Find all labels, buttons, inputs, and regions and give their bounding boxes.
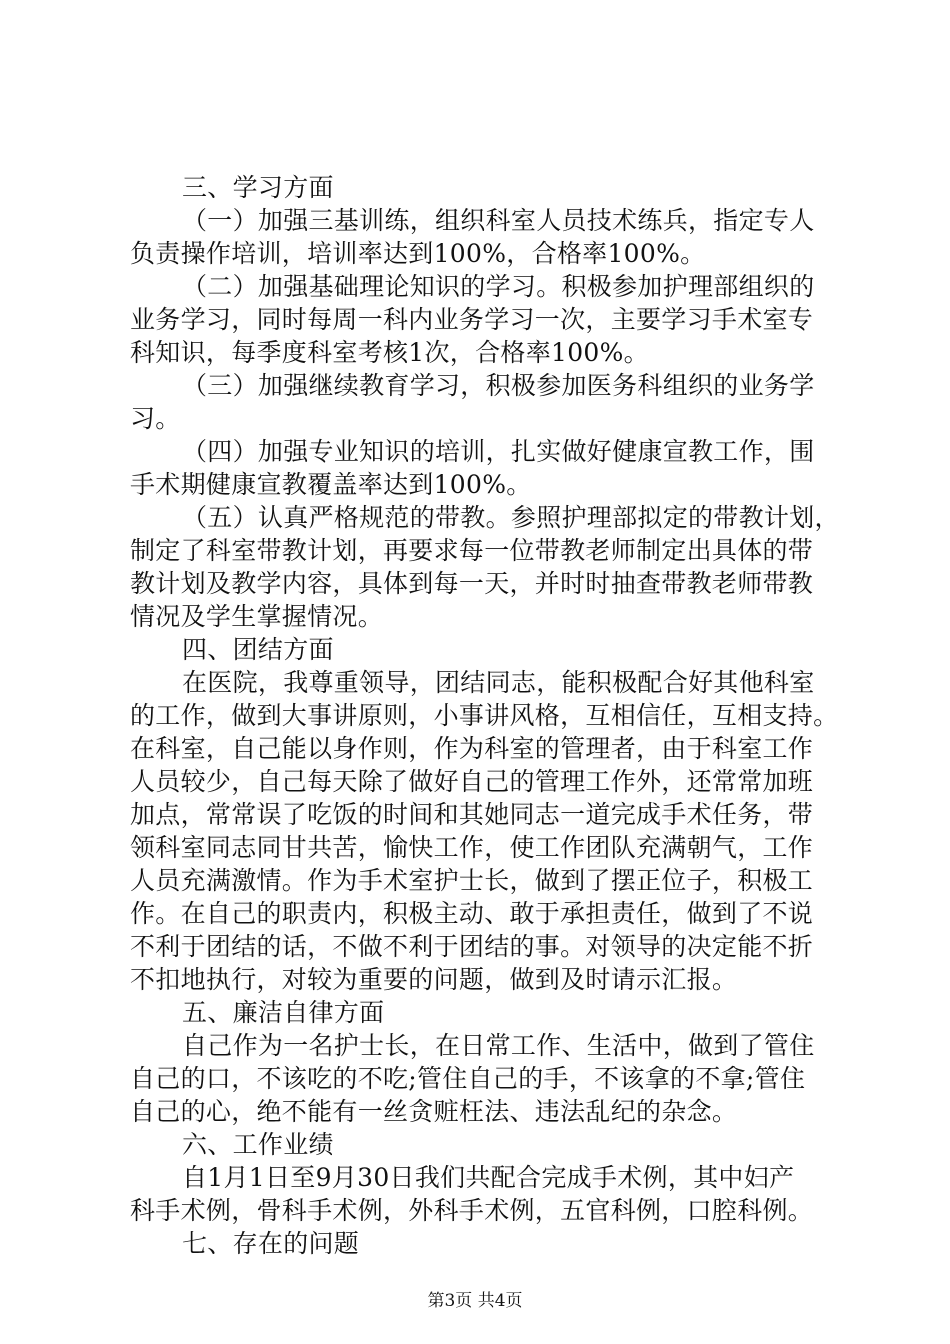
- paragraph-line: 情况及学生掌握情况。: [130, 602, 384, 631]
- paragraph-line: 科知识，每季度科室考核1次，合格率100%。: [130, 338, 649, 367]
- paragraph-line: 负责操作培训，培训率达到100%，合格率100%。: [130, 239, 706, 268]
- paragraph-line: 教计划及教学内容，具体到每一天，并时时抽查带教老师带教: [130, 569, 814, 598]
- paragraph-line: 习。: [130, 404, 181, 433]
- paragraph-line: 在医院，我尊重领导，团结同志，能积极配合好其他科室: [182, 668, 815, 697]
- paragraph-line: 制定了科室带教计划，再要求每一位带教老师制定出具体的带: [130, 536, 814, 565]
- section-heading: 三、学习方面: [182, 173, 334, 202]
- paragraph-line: 的工作，做到大事讲原则，小事讲风格，互相信任，互相支持。: [130, 701, 839, 730]
- section-heading: 六、工作业绩: [182, 1130, 334, 1159]
- paragraph-line: 自1月1日至9月30日我们共配合完成手术例，其中妇产: [182, 1163, 795, 1192]
- paragraph-line: 领科室同志同甘共苦，愉快工作，使工作团队充满朝气，工作: [130, 833, 814, 862]
- paragraph-line: 自己作为一名护士长，在日常工作、生活中，做到了管住: [182, 1031, 815, 1060]
- section-heading: 五、廉洁自律方面: [182, 998, 385, 1027]
- paragraph-line: 作。在自己的职责内，积极主动、敢于承担责任，做到了不说: [130, 899, 814, 928]
- paragraph-line: （五）认真严格规范的带教。参照护理部拟定的带教计划，: [182, 503, 840, 532]
- paragraph-line: 科手术例，骨科手术例，外科手术例，五官科例，口腔科例。: [130, 1196, 814, 1225]
- paragraph-line: 不利于团结的话，不做不利于团结的事。对领导的决定能不折: [130, 932, 814, 961]
- paragraph-line: 自己的心，绝不能有一丝贪赃枉法、违法乱纪的杂念。: [130, 1097, 738, 1126]
- paragraph-line: 人员较少，自己每天除了做好自己的管理工作外，还常常加班: [130, 767, 814, 796]
- paragraph-line: （二）加强基础理论知识的学习。积极参加护理部组织的: [182, 272, 815, 301]
- section-heading: 七、存在的问题: [182, 1229, 360, 1258]
- paragraph-line: （一）加强三基训练，组织科室人员技术练兵，指定专人: [182, 206, 815, 235]
- page-number-footer: 第3页 共4页: [427, 1291, 523, 1311]
- paragraph-line: （三）加强继续教育学习，积极参加医务科组织的业务学: [182, 371, 815, 400]
- paragraph-line: 业务学习，同时每周一科内业务学习一次，主要学习手术室专: [130, 305, 814, 334]
- paragraph-line: 人员充满激情。作为手术室护士长，做到了摆正位子，积极工: [130, 866, 814, 895]
- paragraph-line: 加点，常常误了吃饭的时间和其她同志一道完成手术任务，带: [130, 800, 814, 829]
- paragraph-line: 手术期健康宣教覆盖率达到100%。: [130, 470, 532, 499]
- paragraph-line: 自己的口，不该吃的不吃;管住自己的手，不该拿的不拿;管住: [130, 1064, 806, 1093]
- paragraph-line: （四）加强专业知识的培训，扎实做好健康宣教工作，围: [182, 437, 815, 466]
- paragraph-line: 不扣地执行，对较为重要的问题，做到及时请示汇报。: [130, 965, 738, 994]
- section-heading: 四、团结方面: [182, 635, 334, 664]
- paragraph-line: 在科室，自己能以身作则，作为科室的管理者，由于科室工作: [130, 734, 814, 763]
